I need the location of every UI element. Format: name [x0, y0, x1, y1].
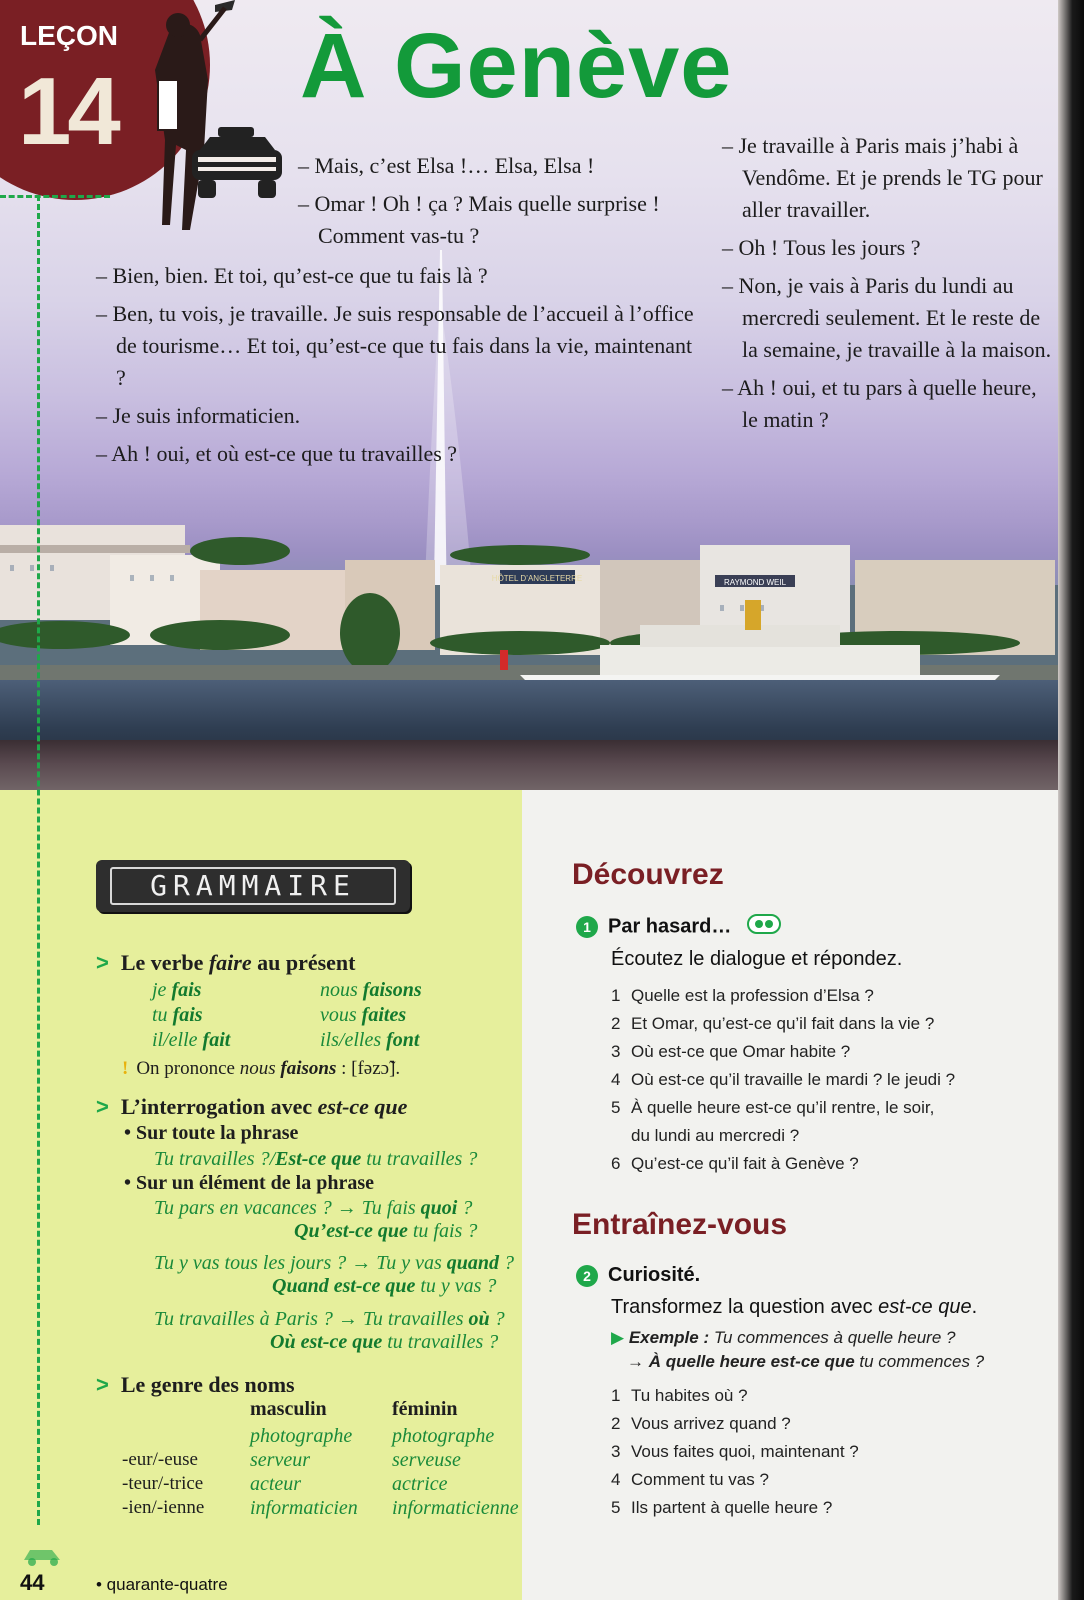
- list-item: 2 Vous arrivez quand ?: [611, 1414, 791, 1433]
- dialogue-line: – Bien, bien. Et toi, qu’est-ce que tu fais là ?: [96, 263, 488, 288]
- list-item: 1 Tu habites où ?: [611, 1386, 748, 1405]
- dialogue-line: – Ah ! oui, et où est-ce que tu travailles ?: [96, 441, 458, 466]
- heading-text: Le verbe: [120, 950, 209, 975]
- dashed-margin-line: [37, 195, 40, 1525]
- lesson-label: LEÇON: [20, 20, 118, 51]
- genre-header-masculine: masculin: [250, 1398, 327, 1420]
- table-row: photographe photographe: [250, 1425, 495, 1447]
- exercise-number-badge: 1: [576, 916, 598, 938]
- bullet-whole-sentence: • Sur toute la phrase: [124, 1122, 299, 1144]
- taxi-icon: [190, 125, 285, 205]
- lesson-number: 14: [18, 58, 117, 165]
- list-item: 6 Qu’est-ce qu’il fait à Genève ?: [611, 1154, 859, 1173]
- hotel-sign-text: HÔTEL D’ANGLETERRE: [491, 574, 583, 583]
- table-row: -ien/-ienne informaticien informaticienne: [122, 1497, 519, 1519]
- table-row: -teur/-trice acteur actrice: [122, 1473, 448, 1495]
- exercise-2-instruction: Transformez la question avec est-ce que.: [611, 1296, 978, 1318]
- list-item: 5 Ils partent à quelle heure ?: [611, 1498, 833, 1517]
- grammar-badge-text: GRAMMAIRE: [110, 867, 396, 905]
- heading-text: au présent: [251, 950, 356, 975]
- geneva-cityscape: [0, 515, 1058, 690]
- lesson-title: À Genève: [300, 15, 733, 117]
- exercise-2-title: 2 Curiosité.: [576, 1264, 700, 1287]
- watch-sign-text: RAYMOND WEIL: [723, 578, 787, 587]
- genre-table: [122, 1424, 522, 1520]
- exercise-1-title: 1 Par hasard…: [576, 914, 781, 940]
- example-quand: Tu y vas tous les jours ? → Tu y vas quand ? Quand est-ce que tu y vas ?: [154, 1252, 515, 1297]
- example-ou: Tu travailles à Paris ? → Tu travailles où ? Où est-ce que tu travailles ?: [154, 1308, 505, 1353]
- dialogue-line: – Oh ! Tous les jours ?: [722, 235, 921, 260]
- pronunciation-note: ! On prononce nous faisons : [fəzɔ̃].: [122, 1058, 401, 1079]
- genre-header-feminine: féminin: [392, 1398, 458, 1420]
- exercise-1-questions: [611, 982, 1011, 1178]
- exercise-2-questions: [611, 1382, 1011, 1522]
- audio-cassette-icon[interactable]: [747, 914, 781, 940]
- example-whole-sentence: Tu travailles ?/Est-ce que tu travailles ?: [154, 1148, 478, 1170]
- dialogue-line: – Mais, c’est Elsa !… Elsa, Elsa !: [298, 153, 595, 178]
- dialogue-line: – Omar ! Oh ! ça ? Mais quelle surprise ! Comment vas-tu ?: [298, 191, 660, 248]
- grammar-heading-interrogation: > L’interrogation avec est-ce que: [96, 1094, 408, 1119]
- dialogue-block-a: [298, 150, 698, 258]
- list-item: 1 Quelle est la profession d’Elsa ?: [611, 986, 874, 1005]
- chevron-right-icon: >: [96, 1372, 109, 1397]
- dialogue-line: – Ben, tu vois, je travaille. Je suis responsable de l’accueil à l’office de tourisme… Et toi, qu’est-ce que tu fais dans la vie, maintenant ?: [96, 301, 694, 390]
- exercise-2-example: ▶ Exemple : Tu commences à quelle heure ? → À quelle heure est-ce que tu commences ?: [611, 1328, 985, 1371]
- decouvrez-heading: Découvrez: [572, 858, 724, 891]
- dialogue-line: – Je travaille à Paris mais j’habi à Vendôme. Et je prends le TG pour aller travailler.: [722, 133, 1043, 222]
- list-item: 5 À quelle heure est-ce qu’il rentre, le soir, du lundi au mercredi ?: [611, 1098, 935, 1145]
- bullet-element: • Sur un élément de la phrase: [124, 1172, 374, 1194]
- dialogue-line: – Je suis informaticien.: [96, 403, 301, 428]
- warning-icon: !: [122, 1058, 129, 1079]
- list-item: 4 Où est-ce qu’il travaille le mardi ? le jeudi ?: [611, 1070, 956, 1089]
- table-row: -eur/-euse serveur serveuse: [122, 1449, 461, 1471]
- grammar-badge: [96, 860, 410, 912]
- dialogue-line: – Non, je vais à Paris du lundi au mercredi seulement. Et le reste de la semaine, je travaille à la maison.: [722, 273, 1052, 362]
- heading-text-italic: faire: [208, 950, 252, 975]
- page-number-words: • quarante-quatre: [96, 1575, 228, 1594]
- exercise-number-badge: 2: [576, 1265, 598, 1287]
- dashed-top-line: [0, 195, 110, 198]
- conjugation-col-2: nous faisons vous faites ils/elles font: [320, 979, 422, 1051]
- dialogue-block-b: [96, 260, 696, 476]
- dialogue-block-c: [722, 130, 1052, 442]
- chevron-right-icon: >: [96, 950, 109, 975]
- page-number: 44: [20, 1570, 45, 1595]
- list-item: 4 Comment tu vas ?: [611, 1470, 769, 1489]
- dialogue-line: – Ah ! oui, et tu pars à quelle heure, le matin ?: [722, 375, 1037, 432]
- book-spine-shadow: [1058, 0, 1084, 1600]
- grammar-heading-faire: [96, 950, 355, 976]
- list-item: 3 Où est-ce que Omar habite ?: [611, 1042, 851, 1061]
- list-item: 2 Et Omar, qu’est-ce qu’il fait dans la vie ?: [611, 1014, 935, 1033]
- entrainez-heading: Entraînez-vous: [572, 1208, 788, 1241]
- example-quoi: Tu pars en vacances ? → Tu fais quoi ? Qu’est-ce que tu fais ?: [154, 1197, 478, 1242]
- car-icon: [20, 1540, 66, 1568]
- chevron-right-icon: >: [96, 1094, 109, 1119]
- triangle-right-icon: ▶: [611, 1328, 625, 1347]
- exercise-1-instruction: Écoutez le dialogue et répondez.: [611, 948, 903, 970]
- conjugation-col-1: je fais tu fais il/elle fait: [152, 979, 231, 1051]
- list-item: 3 Vous faites quoi, maintenant ?: [611, 1442, 859, 1461]
- grammar-heading-genre: > Le genre des noms: [96, 1372, 295, 1397]
